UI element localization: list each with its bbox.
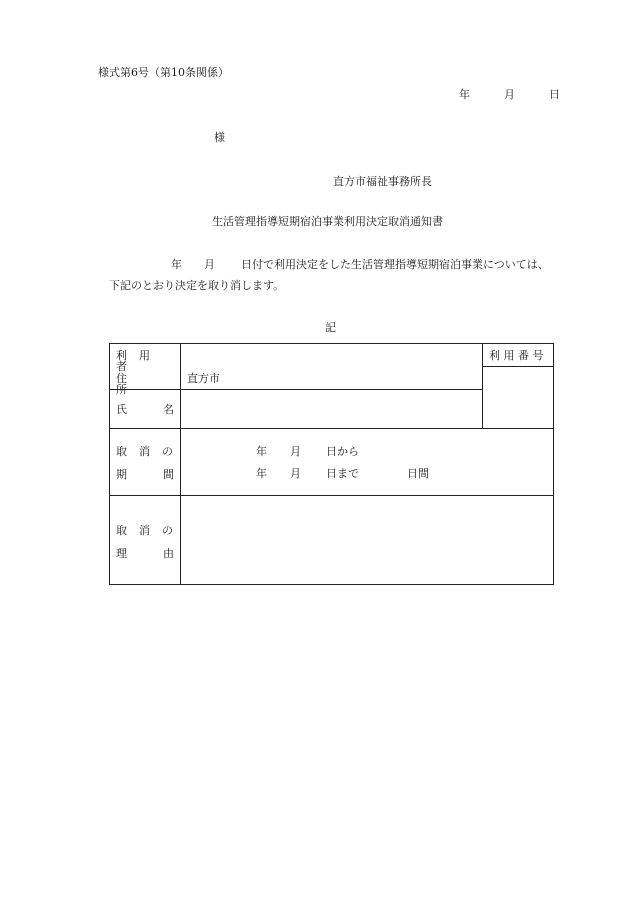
address-label bbox=[116, 372, 173, 396]
table-divider bbox=[482, 366, 554, 367]
period-from-month: 月 bbox=[290, 445, 301, 458]
issuer: 直方市福祉事務所長 bbox=[333, 175, 432, 188]
period-from: 日から bbox=[326, 445, 359, 458]
reason-label-2: 理由 bbox=[116, 547, 210, 560]
table-divider bbox=[482, 343, 483, 429]
address-value: 直方市 bbox=[187, 372, 220, 385]
date-year: 年 bbox=[459, 88, 470, 101]
reason-label-1: 取消の bbox=[116, 524, 185, 537]
table-border bbox=[553, 343, 554, 585]
table-border bbox=[109, 584, 554, 585]
ki-heading: 記 bbox=[325, 321, 336, 334]
period-label-1: 取消の bbox=[116, 445, 185, 458]
table-divider bbox=[109, 389, 483, 390]
period-days: 日間 bbox=[407, 467, 429, 480]
period-label-2: 期間 bbox=[116, 468, 210, 481]
user-number-label: 利 用 番 号 bbox=[489, 349, 544, 362]
period-from-year: 年 bbox=[256, 445, 267, 458]
addressee-suffix: 様 bbox=[214, 131, 225, 144]
period-to-year: 年 bbox=[256, 467, 267, 480]
body-month: 月 bbox=[204, 258, 215, 271]
user-label-text: 利用者 bbox=[116, 349, 162, 373]
date-line bbox=[459, 89, 560, 100]
body-year: 年 bbox=[171, 258, 182, 271]
table-divider bbox=[109, 428, 554, 429]
body-line-1-rest: 日付で利用決定をした生活管理指導短期宿泊事業については、 bbox=[241, 258, 549, 271]
document-title: 生活管理指導短期宿泊事業利用決定取消通知書 bbox=[212, 215, 443, 228]
user-label bbox=[116, 349, 173, 373]
table-border bbox=[109, 343, 554, 344]
address-label-text: 住所 bbox=[116, 372, 161, 396]
user-address-label bbox=[116, 349, 173, 396]
table-border bbox=[109, 343, 110, 585]
period-to: 日まで bbox=[326, 467, 359, 480]
date-month: 月 bbox=[504, 88, 515, 101]
date-day: 日 bbox=[549, 88, 560, 101]
period-to-month: 月 bbox=[290, 467, 301, 480]
body-line-2: 下記のとおり決定を取り消します。 bbox=[109, 279, 285, 292]
body-line-1 bbox=[171, 259, 549, 270]
table-divider bbox=[109, 495, 554, 496]
form-code: 様式第6号（第10条関係） bbox=[98, 66, 229, 79]
name-label: 氏名 bbox=[116, 403, 210, 416]
